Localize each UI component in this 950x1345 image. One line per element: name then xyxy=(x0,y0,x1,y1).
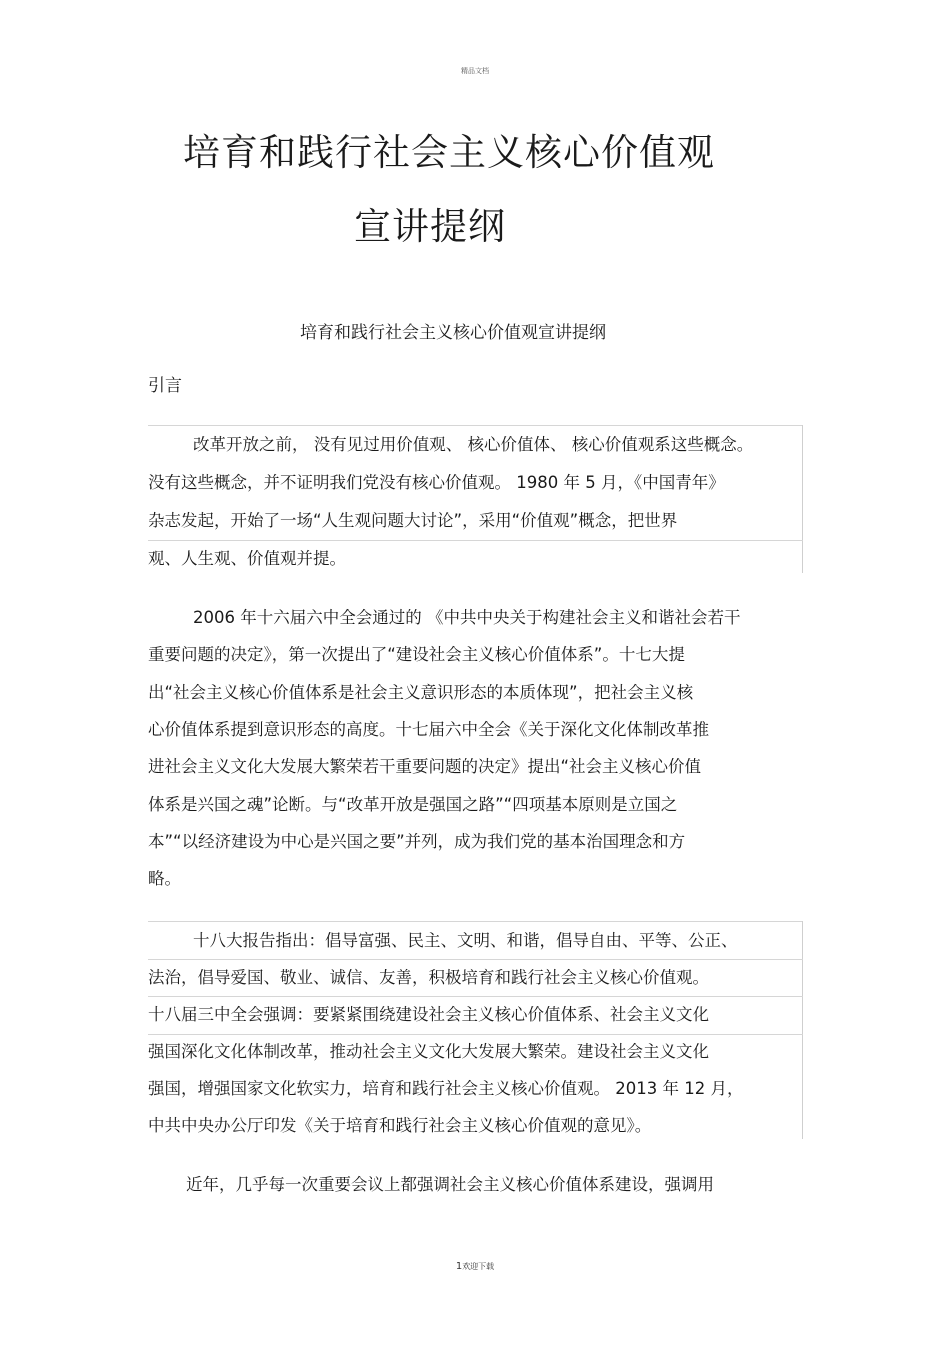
paragraph-border xyxy=(802,921,803,1139)
document-title-line-2: 宣讲提纲 xyxy=(354,205,506,248)
paragraph-rule xyxy=(148,921,803,922)
paragraph-2-line: 体系是兴国之魂”论断。与“改革开放是强国之路”“四项基本原则是立国之 xyxy=(148,795,678,814)
paragraph-rule xyxy=(148,540,803,541)
document-title-line-1: 培育和践行社会主义核心价值观 xyxy=(183,131,715,174)
document-subtitle: 培育和践行社会主义核心价值观宣讲提纲 xyxy=(300,323,606,343)
paragraph-1-line: 观、人生观、价值观并提。 xyxy=(148,549,346,568)
paragraph-3-line: 中共中央办公厅印发《关于培育和践行社会主义核心价值观的意见》。 xyxy=(148,1116,652,1135)
paragraph-3-line: 强国深化文化体制改革，推动社会主义文化大发展大繁荣。建设社会主义文化 xyxy=(148,1042,709,1061)
paragraph-2-line: 本”“以经济建设为中心是兴国之要”并列，成为我们党的基本治国理念和方 xyxy=(148,832,686,851)
paragraph-2-line: 重要问题的决定》，第一次提出了“建设社会主义核心价值体系”。十七大提 xyxy=(148,645,685,664)
paragraph-rule xyxy=(148,959,803,960)
header-note: 精品文档 xyxy=(461,67,489,75)
paragraph-2-line: 略。 xyxy=(148,869,181,888)
paragraph-3-line: 十八届三中全会强调：要紧紧围绕建设社会主义核心价值体系、社会主义文化 xyxy=(148,1005,709,1024)
paragraph-1-line: 杂志发起，开始了一场“人生观问题大讨论”，采用“价值观”概念，把世界 xyxy=(148,511,678,530)
paragraph-1-line: 改革开放之前， 没有见过用价值观、 核心价值体、 核心价值观系这些概念。 xyxy=(193,435,754,454)
paragraph-2-line: 进社会主义文化大发展大繁荣若干重要问题的决定》提出“社会主义核心价值 xyxy=(148,757,702,776)
paragraph-rule xyxy=(148,996,803,997)
paragraph-2-line: 出“社会主义核心价值体系是社会主义意识形态的本质体现”，把社会主义核 xyxy=(148,683,694,702)
paragraph-2-line: 2006 年十六届六中全会通过的 《中共中央关于构建社会主义和谐社会若干 xyxy=(193,608,741,627)
paragraph-2-line: 心价值体系提到意识形态的高度。十七届六中全会《关于深化文化体制改革推 xyxy=(148,720,709,739)
paragraph-rule xyxy=(148,1034,803,1035)
paragraph-1-line: 没有这些概念，并不证明我们党没有核心价值观。 1980 年 5 月，《中国青年》 xyxy=(148,473,725,492)
footer-text: 欢迎下载 xyxy=(462,1262,495,1271)
paragraph-rule xyxy=(148,425,803,426)
paragraph-border xyxy=(802,425,803,573)
paragraph-3-line: 十八大报告指出：倡导富强、民主、文明、和谐，倡导自由、平等、公正、 xyxy=(193,931,738,950)
page-number: 1 xyxy=(455,1261,463,1272)
paragraph-4-line: 近年，几乎每一次重要会议上都强调社会主义核心价值体系建设，强调用 xyxy=(186,1175,714,1194)
paragraph-3-line: 法治，倡导爱国、敬业、诚信、友善，积极培育和践行社会主义核心价值观。 xyxy=(148,968,709,987)
paragraph-3-line: 强国，增强国家文化软实力，培育和践行社会主义核心价值观。 2013 年 12 月， xyxy=(148,1079,744,1098)
section-label: 引言 xyxy=(148,376,182,396)
page-footer xyxy=(0,1261,950,1272)
